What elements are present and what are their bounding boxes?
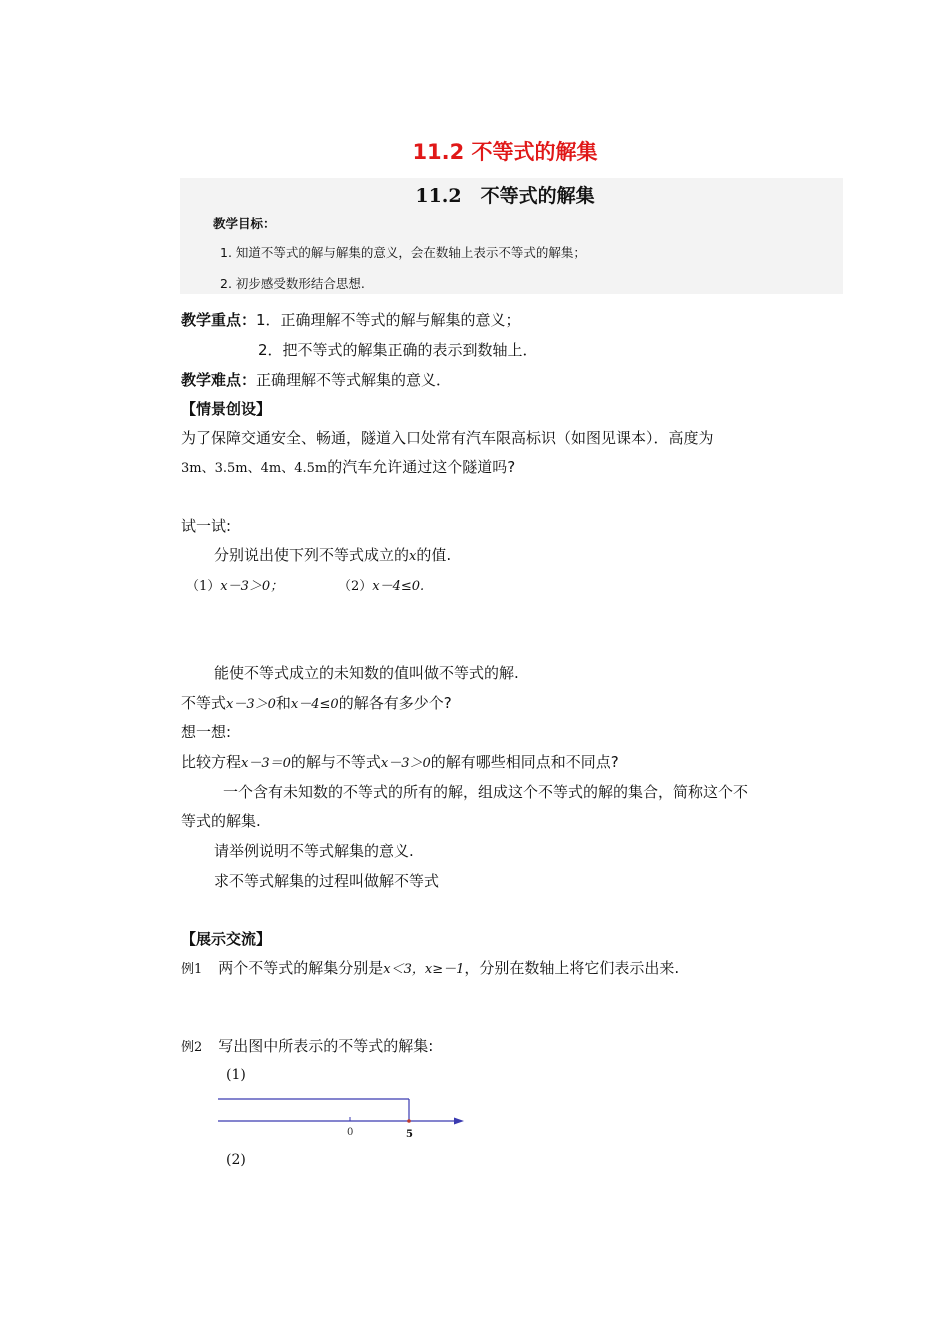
objectives-label: 教学目标：: [213, 216, 276, 231]
objective-item-2: 2. 初步感受数形结合思想.: [220, 276, 365, 291]
try-exercise-2: [338, 575, 424, 594]
try-prompt-text-b: 的值.: [416, 546, 452, 564]
solution-set-definition-line-1: 一个含有未知数的不等式的所有的解，组成这个不等式的解的集合，简称这个不: [223, 783, 749, 801]
variable-x: x: [409, 549, 417, 564]
scenario-line-2: [181, 456, 515, 477]
solution-set-definition-line-2: 等式的解集.: [181, 812, 261, 830]
exercise-1-label: （1）: [186, 579, 221, 594]
solution-definition: 能使不等式成立的未知数的值叫做不等式的解.: [214, 664, 519, 682]
count-question-b: 和: [275, 694, 291, 712]
example-1-label: 例1: [181, 962, 203, 977]
exercise-1-inequality: x－3＞0；: [220, 579, 284, 594]
tick-label-zero: 0: [347, 1127, 354, 1138]
scenario-line-1: 为了保障交通安全、畅通，隧道入口处常有汽车限高标识（如图见课本）．高度为: [181, 429, 714, 447]
boundary-point: [407, 1119, 411, 1123]
think-equation: x－3＝0: [241, 756, 291, 771]
think-question-b: 的解与不等式: [290, 753, 381, 771]
try-prompt-text-a: 分别说出使下列不等式成立的: [214, 546, 410, 564]
example-2-label: 例2: [181, 1040, 203, 1055]
difficulty-text: 正确理解不等式解集的意义．: [256, 371, 452, 389]
difficulty-label: 教学难点：: [181, 371, 257, 389]
count-question: [181, 692, 452, 713]
number-line-figure: [210, 1090, 480, 1146]
key-points-label: 教学重点：: [181, 311, 257, 329]
solving-definition: 求不等式解集的过程叫做解不等式: [214, 872, 440, 890]
count-question-c: 的解各有多少个?: [338, 694, 452, 712]
example-1-text-a: 两个不等式的解集分别是: [218, 959, 384, 977]
think-question-a: 比较方程: [181, 753, 242, 771]
tick-label-five: 5: [406, 1129, 413, 1140]
example-2-part-2: (2): [226, 1152, 246, 1168]
example-2: [181, 1035, 433, 1056]
think-inequality: x－3＞0: [380, 756, 431, 771]
example-1-ineq-1: x＜3，: [383, 962, 425, 977]
count-question-ineq-2: x－4≤0: [290, 697, 339, 712]
example-prompt: 请举例说明不等式解集的意义.: [214, 842, 414, 860]
axis-arrow-icon: [454, 1118, 464, 1125]
count-question-ineq-1: x－3＞0: [226, 697, 276, 712]
example-2-part-1: (1): [226, 1067, 246, 1083]
think-question: [181, 751, 619, 772]
try-prompt: [214, 544, 451, 565]
difficulty-line: [181, 369, 451, 390]
example-1-text-b: ，分别在数轴上将它们表示出来.: [464, 959, 680, 977]
count-question-a: 不等式: [181, 694, 227, 712]
example-1: [181, 957, 679, 978]
objective-item-1: 1. 知道不等式的解与解集的意义，会在数轴上表示不等式的解集；: [220, 245, 586, 260]
example-2-text: 写出图中所表示的不等式的解集:: [218, 1037, 434, 1055]
think-question-c: 的解有哪些相同点和不同点?: [430, 753, 619, 771]
example-1-ineq-2: x≥－1: [424, 962, 465, 977]
exchange-heading: 【展示交流】: [181, 930, 272, 948]
key-point-2: 2．把不等式的解集正确的表示到数轴上．: [258, 341, 538, 359]
try-heading: 试一试:: [181, 517, 232, 535]
panel-heading: 11.2 不等式的解集: [415, 185, 595, 207]
scenario-heading: 【情景创设】: [181, 400, 272, 418]
exercise-2-inequality: x－4≤0.: [372, 579, 425, 594]
try-exercise-1: [186, 575, 283, 594]
scenario-question: 的汽车允许通过这个隧道吗?: [327, 458, 516, 476]
key-points-line-1: [181, 309, 521, 330]
think-heading: 想一想:: [181, 723, 232, 741]
page-title: 11.2 不等式的解集: [412, 140, 598, 164]
exercise-2-label: （2）: [338, 579, 373, 594]
scenario-heights: 3m、3.5m、4m、4.5m: [181, 461, 328, 476]
key-point-1: 1．正确理解不等式的解与解集的意义；: [256, 311, 521, 329]
